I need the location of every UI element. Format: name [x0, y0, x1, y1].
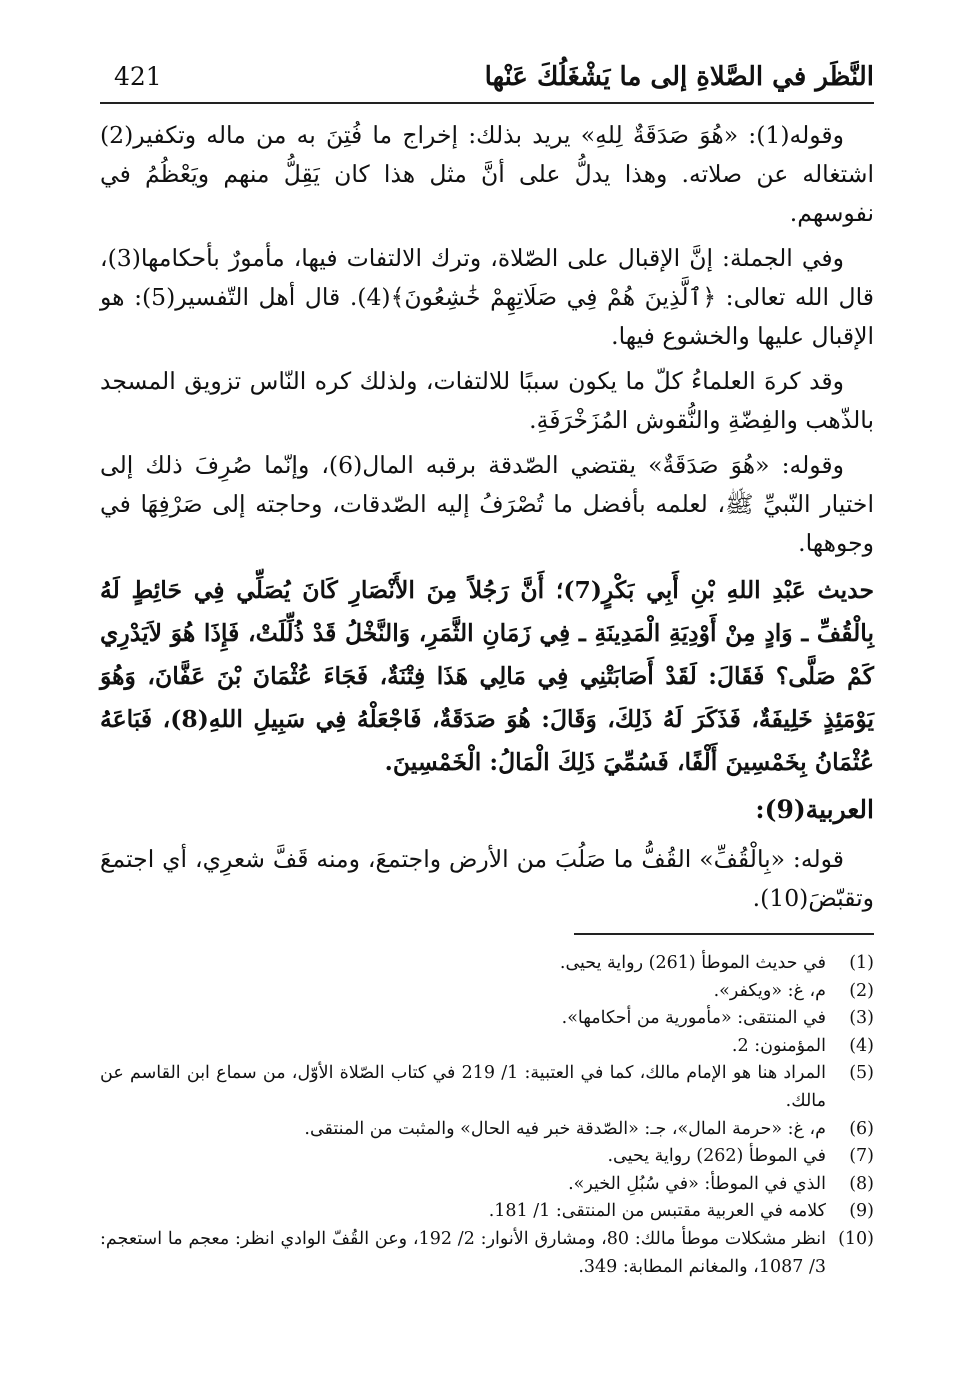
footnote-separator: [574, 933, 874, 935]
page-number: 421: [114, 62, 162, 91]
footnote: [100, 1226, 874, 1281]
footnote-text: المراد هنا هو الإمام مالك، كما في العتبية: 1/ 219 في كتاب الصّلاة الأوّل، من سماع ابن القاسم عن مالك.: [100, 1063, 826, 1111]
main-text: [100, 116, 874, 924]
footnote: [100, 1060, 874, 1115]
paragraph: قوله: «بِالْقُفِّ» القُفُّ ما صَلُبَ من الأرض واجتمعَ، ومنه قَفَّ شعرِي، أي اجتمعَ وتقبّضَ(10).: [100, 845, 874, 912]
footnote-number: (8): [849, 1173, 874, 1194]
footnote-number: (9): [849, 1201, 874, 1222]
footnote-number: (4): [849, 1035, 874, 1056]
footnotes: [100, 950, 874, 1281]
footnote-text: في المنتقى: «مأمورية من أحكامها».: [561, 1008, 826, 1029]
footnote-text: في الموطأ (262) رواية يحيى.: [607, 1146, 826, 1167]
footnote: [100, 1033, 874, 1061]
footnote: [100, 1005, 874, 1033]
footnote: [100, 978, 874, 1006]
running-title: النَّظَر في الصَّلاةِ إلى ما يَشْغَلُكَ عَنْها: [484, 62, 874, 92]
paragraph: وقوله: «هُوَ صَدَقَةٌ» يقتضي الصّدقة برقبه المال(6)، وإنّما صُرِفَ ذلك إلى اختيار النّبيِّ ﷺ، لعلمه بأفضل ما تُصْرَفُ إليه الصّدقات، وحاجته إلى صَرْفِهَا في وجوهها.: [100, 451, 874, 557]
footnote-text: المؤمنون: 2.: [731, 1035, 826, 1056]
footnote-text: الذي في الموطأ: «في سُبُلِ الخير».: [568, 1173, 826, 1194]
footnote-text: انظر مشكلات موطأ مالك: 80، ومشارق الأنوار: 2/ 192، وعن القُفّ الوادي انظر: معجم ما استعجم: 3/ 1087، والمغانم المطابة: 349.: [100, 1228, 826, 1277]
page-header: [100, 52, 874, 104]
footnote-text: م، غ: «ويكفر».: [713, 980, 826, 1001]
footnote-text: م، غ: «حرمة المال»، جـ: «الصّدقة خبر فيه الحال» والمثبت من المنتقى.: [304, 1118, 826, 1139]
footnote-number: (7): [849, 1146, 874, 1167]
paragraph: وقوله(1): «هُوَ صَدَقَةٌ لِلهِ» يريد بذلك: إخراج ما فُتِنَ به من ماله وتكفير(2) اشتغاله عن صلاته. وهذا يدلُّ على أنَّ مثل هذا كان يَقِلُّ منهم ويَعْظُمُ في نفوسهم.: [100, 121, 874, 227]
paragraph: وقد كرهَ العلماءُ كلّ ما يكون سببًا للالتفات، ولذلك كره النّاس تزويق المسجد بالذّهب والفِضّةِ والنُّقوش المُزَخْرَفَةِ.: [100, 367, 874, 434]
section-heading: العربية(9):: [755, 795, 874, 824]
footnote: [100, 1171, 874, 1199]
footnote: [100, 1116, 874, 1144]
footnote-number: (3): [849, 1008, 874, 1029]
footnote-number: (1): [849, 953, 874, 973]
paragraph: وفي الجملة: إنَّ الإقبال على الصّلاة، وترك الالتفات فيها، مأمورٌ بأحكامها(3)، قال الله تعالى: ﴿ٱلَّذِينَ هُمْ فِي صَلَاتِهِمْ خَٰشِعُونَ﴾(4). قال أهل التّفسير(5): هو الإقبال عليها والخشوع فيها.: [100, 244, 874, 350]
footnote-number: (2): [849, 980, 874, 1001]
footnote-number: (5): [849, 1063, 874, 1084]
footnote-text: كلامه في العربية مقتبس من المنتقى: 1/ 181.: [488, 1201, 826, 1222]
footnote-number: (10): [838, 1228, 874, 1249]
footnote: [100, 950, 874, 978]
hadith-text: حديث عَبْدِ اللهِ بْنِ أَبِي بَكْرٍ(7)؛ أَنَّ رَجُلاً مِنَ الأَنْصَارِ كَانَ يُصَلِّي فِي حَائِطٍ لَهُ بِالْقُفِّ ـ وَادٍ مِنْ أَوْدِيَةِ الْمَدِينَةِ ـ فِي زَمَانِ الثَّمَرِ، وَالنَّخْلُ قَدْ ذُلِّلَتْ، فَإِذَا هُوَ لاَيَدْرِي كَمْ صَلَّى؟ فَقَالَ: لَقَدْ أَصَابَتْنِي فِي مَالِي هَذَا فِتْنَةٌ، فَجَاءَ عُثْمَانَ بْنَ عَفَّانَ، وَهُوَ يَوْمَئِذٍ خَلِيفَةٌ، فَذَكَرَ لَهُ ذَلِكَ، وَقَالَ: هُوَ صَدَقَةٌ، فَاجْعَلْهُ فِي سَبِيلِ اللهِ(8)، فَبَاعَهُ عُثْمَانُ بِخَمْسِينَ أَلْفًا، فَسُمِّيَ ذَلِكَ الْمَالُ: الْخَمْسِينَ.: [100, 576, 875, 776]
footnote-number: (6): [849, 1118, 874, 1139]
footnote: [100, 1198, 874, 1226]
footnote-text: في حديث الموطأ (261) رواية يحيى.: [559, 953, 826, 973]
footnote: [100, 1143, 874, 1171]
